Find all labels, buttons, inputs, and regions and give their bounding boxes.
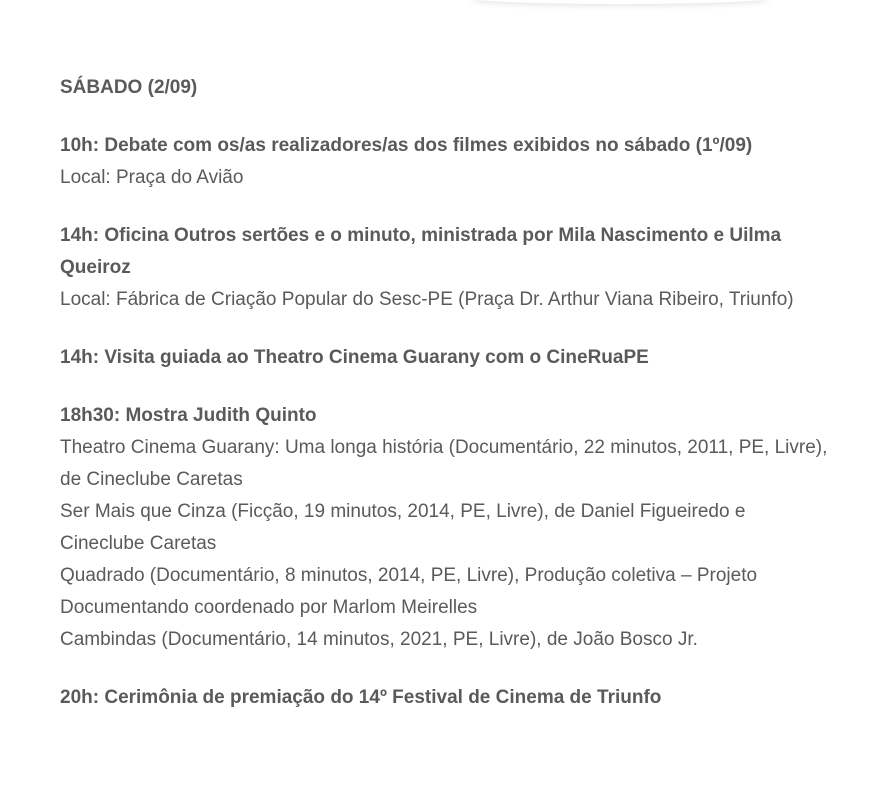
film-entry: Quadrado (Documentário, 8 minutos, 2014, PE, Livre), Produção coletiva – Projeto Documentando coordenado por Marlom Meirelles	[60, 565, 758, 618]
event-cerimonia	[60, 682, 830, 714]
event-visita-guiada	[60, 342, 830, 374]
event-title: 18h30: Mostra Judith Quinto	[60, 405, 317, 426]
film-entry: Theatro Cinema Guarany: Uma longa história (Documentário, 22 minutos, 2011, PE, Livre), de Cineclube Caretas	[60, 437, 828, 490]
event-title: 14h: Oficina Outros sertões e o minuto, ministrada por Mila Nascimento e Uilma Queiroz	[60, 225, 782, 278]
event-title: 10h: Debate com os/as realizadores/as dos filmes exibidos no sábado (1º/09)	[60, 135, 753, 156]
event-debate	[60, 130, 830, 194]
schedule-content	[60, 72, 830, 740]
top-card-shadow	[470, 0, 770, 4]
day-heading: SÁBADO (2/09)	[60, 77, 198, 98]
event-oficina	[60, 220, 830, 316]
event-title: 20h: Cerimônia de premiação do 14º Festival de Cinema de Triunfo	[60, 687, 662, 708]
event-title: 14h: Visita guiada ao Theatro Cinema Guarany com o CineRuaPE	[60, 347, 649, 368]
event-location: Local: Praça do Avião	[60, 167, 244, 188]
film-entry: Ser Mais que Cinza (Ficção, 19 minutos, 2014, PE, Livre), de Daniel Figueiredo e Cineclube Caretas	[60, 501, 746, 554]
event-location: Local: Fábrica de Criação Popular do Sesc-PE (Praça Dr. Arthur Viana Ribeiro, Triunfo)	[60, 289, 794, 310]
film-entry: Cambindas (Documentário, 14 minutos, 2021, PE, Livre), de João Bosco Jr.	[60, 629, 698, 650]
event-mostra	[60, 400, 830, 656]
